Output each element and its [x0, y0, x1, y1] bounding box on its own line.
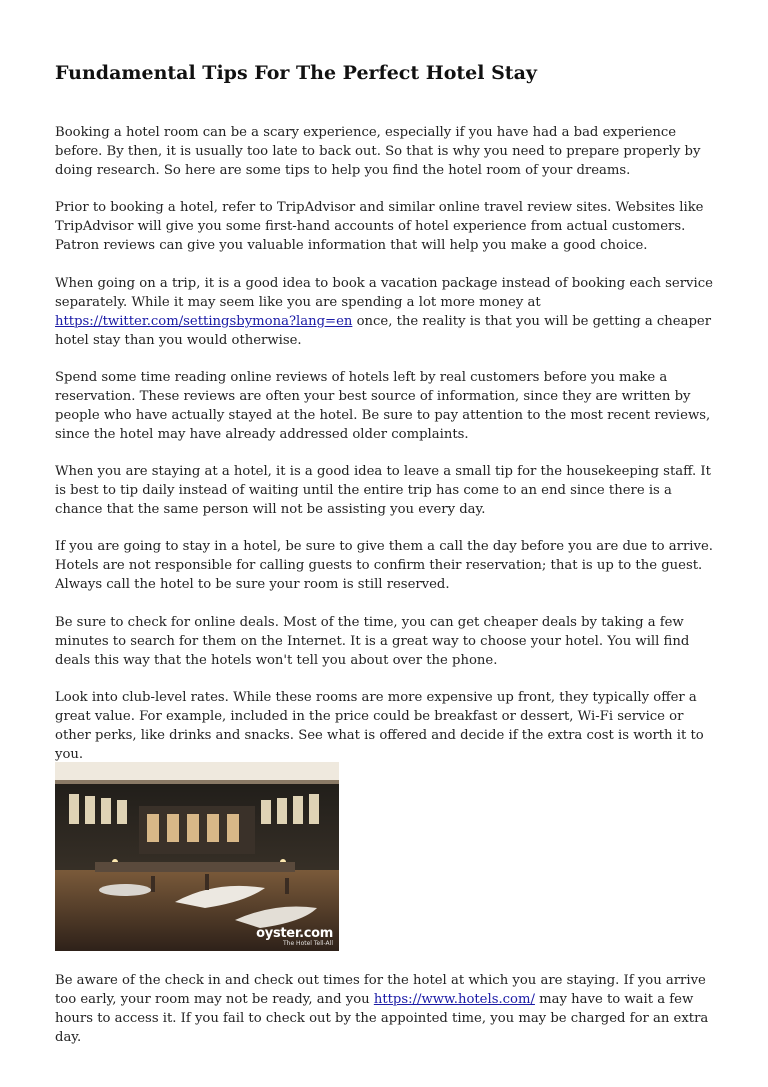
watermark-brand: oyster.com — [256, 926, 333, 941]
paragraph-text: When going on a trip, it is a good idea to book a vacation package instead of booking each service separately. While it may seem like you are spending a lot more money at — [55, 276, 713, 310]
paragraph-online-reviews: Spend some time reading online reviews of hotels left by real customers before you make a reservation. These reviews are often your best source of information, since they are written by people who have actually stayed at the hotel. Be sure to pay attention to the most recent reviews, since the hotel may have already addressed older complaints. — [55, 370, 711, 442]
watermark-tagline: The Hotel Tell-All — [282, 940, 333, 947]
twitter-link[interactable]: https://twitter.com/settingsbymona?lang=en — [55, 314, 353, 329]
paragraph-intro: Booking a hotel room can be a scary experience, especially if you have had a bad experience before. By then, it is usually too late to back out. So that is why you need to prepare properly by doing research. So here are some tips to help you find the hotel room of your dreams. — [55, 125, 701, 178]
paragraph-text: may have to wait a few hours to access it. If you fail to check out by the appointed time, you may be charged for an extra day. — [55, 992, 709, 1045]
hotel-lobby-photo — [55, 762, 339, 951]
image-watermark — [256, 926, 333, 947]
paragraph-tripadvisor: Prior to booking a hotel, refer to TripAdvisor and similar online travel review sites. Websites like TripAdvisor will give you some first-hand accounts of hotel experience from actual customers. Patron reviews can give you valuable information that will help you make a good choice. — [55, 200, 704, 253]
hotel-lobby-illustration — [55, 762, 339, 951]
paragraph-text: Be aware of the check in and check out times for the hotel at which you are staying. If you arrive too early, your room may not be ready, and you — [55, 973, 706, 1007]
paragraph-vacation-package — [55, 274, 720, 350]
paragraph-housekeeping-tip: When you are staying at a hotel, it is a good idea to leave a small tip for the housekeeping staff. It is best to tip daily instead of waiting until the entire trip has come to an end since there is a chance that the same person will not be assisting you every day. — [55, 464, 711, 517]
paragraph-online-deals: Be sure to check for online deals. Most of the time, you can get cheaper deals by taking a few minutes to search for them on the Internet. It is a great way to choose your hotel. You will find deals this way that the hotels won't tell you about over the phone. — [55, 615, 690, 668]
paragraph-club-level: Look into club-level rates. While these rooms are more expensive up front, they typically offer a great value. For example, included in the price could be breakfast or dessert, Wi-Fi service or other perks, like drinks and snacks. See what is offered and decide if the extra cost is worth it to you. — [55, 690, 704, 762]
page-title: Fundamental Tips For The Perfect Hotel Stay — [55, 62, 537, 84]
paragraph-call-hotel: If you are going to stay in a hotel, be sure to give them a call the day before you are due to arrive. Hotels are not responsible for calling guests to confirm their reservation; that is up to the guest. Always call the hotel to be sure your room is still reserved. — [55, 539, 713, 592]
paragraph-text: once, the reality is that you will be getting a cheaper hotel stay than you would otherwise. — [55, 314, 712, 348]
paragraph-check-in-times — [55, 971, 720, 1047]
hotels-link[interactable]: https://www.hotels.com/ — [373, 992, 535, 1007]
